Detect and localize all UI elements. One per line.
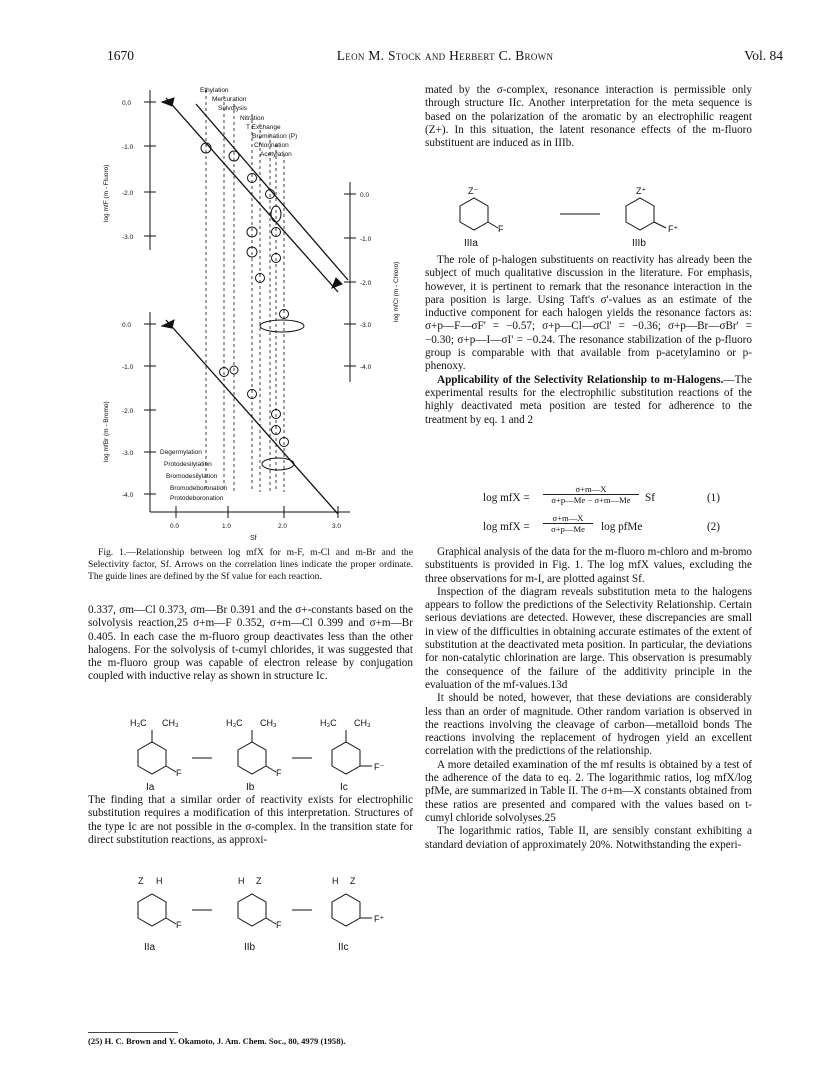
- left-paragraph-2: The finding that a similar order of reactivity exists for electrophilic substitution requires a modification of this interpretation. Structures of the type Ic are not possible in the σ-complex. In the transition state for direct substitution reactions, as approxi-: [88, 794, 413, 846]
- right-column-text-2: [425, 254, 752, 427]
- label-acetylation: Acetylation: [260, 151, 292, 158]
- right-paragraph-8: The logarithmic ratios, Table II, are sensibly constant exhibiting a standard deviation of approximately 20%. Notwithstanding the experi-: [425, 825, 752, 851]
- svg-text:Z: Z: [350, 876, 356, 886]
- eq2-denominator: σ+p—Me: [551, 524, 585, 534]
- label-protodeboronation: Protodeboronation: [170, 495, 224, 502]
- left-column-text-2: [88, 794, 413, 847]
- right-paragraph-1: mated by the σ-complex, resonance interaction is permissible only through structure IIc. Another interpretation for the meta sequence is based on the polarization of the aromatic by an electrophilic reagent (Z+). In this situation, the latent resonance effects of the m-fluoro substituent are induced as in IIIb.: [425, 84, 752, 150]
- tick-fluoro-0: 0.0: [122, 100, 132, 107]
- label-IIc: IIc: [338, 942, 349, 953]
- eq2-lhs: log mfX =: [483, 521, 530, 533]
- section-heading: Applicability of the Selectivity Relationship to m-Halogens.: [437, 373, 724, 386]
- volume-label: Vol. 84: [744, 48, 783, 63]
- tick-x-3: 3.0: [332, 523, 342, 530]
- structures-I: [100, 712, 400, 792]
- svg-text:H₃C: H₃C: [226, 718, 243, 728]
- label-protodesilylation: Protodesilylation: [164, 461, 212, 468]
- tick-bromo-2: -2.0: [122, 408, 134, 415]
- right-column-text-1: [425, 84, 752, 150]
- eq1-lhs: log mfX =: [483, 492, 530, 504]
- right-paragraph-2: The role of p-halogen substituents on reactivity has already been the subject of much qualitative discussion in the literature. For emphasis, however, it is pertinent to remark that the resonance interaction in the para position is large. Using Taft's σ'-values as an estimate of the inductive component for each halogen yields the resonance factors as: σ+p—F—σF' = −0.57; σ+p—Cl—σCl' = −0.36; σ+p—Br—σBr' = −0.30; σ+p—I—σI' = −0.24. The resonance stabilization of the p-fluoro group is comparable with that available from p-acetylamino or p-phenoxy.: [425, 254, 752, 373]
- svg-text:H₃C: H₃C: [130, 718, 147, 728]
- svg-text:H: H: [156, 876, 163, 886]
- chloro-axis-label: log mfCl (m - Chloro): [393, 261, 400, 322]
- right-paragraph-4: Graphical analysis of the data for the m-fluoro m-chloro and m-bromo substituents is provided in Fig. 1. The log mfX values, excluding the three observations for m-I, are plotted against Sf.: [425, 546, 753, 585]
- data-points: [201, 143, 304, 470]
- label-IIIa: IIIa: [464, 238, 478, 248]
- tick-chloro-4: -4.0: [360, 364, 372, 371]
- tick-chloro-0: 0.0: [360, 192, 370, 199]
- label-Ib: Ib: [246, 782, 255, 792]
- svg-text:Z: Z: [256, 876, 262, 886]
- tick-chloro-3: -3.0: [360, 322, 372, 329]
- structures-III: [440, 186, 740, 248]
- svg-text:CH₃: CH₃: [260, 718, 277, 728]
- label-bromodesilylation: Bromodesilylation: [166, 473, 218, 480]
- svg-text:F⁻: F⁻: [374, 762, 385, 772]
- eq1-denominator: σ+p—Me − σ+m—Me: [551, 495, 631, 505]
- tick-bromo-1: -1.0: [122, 364, 134, 371]
- structures-II: [100, 872, 400, 954]
- eq2-numerator: σ+m—X: [543, 513, 593, 524]
- tick-chloro-2: -2.0: [360, 280, 372, 287]
- svg-text:Z⁻: Z⁻: [468, 186, 479, 196]
- right-paragraph-5: Inspection of the diagram reveals substitution meta to the halogens appears to follow the predictions of the Selectivity Relationship. Certain serious deviations are detected. However, these discrepancies are small in view of the difficulties in obtaining accurate estimates of the extent of substitution at the deactivated meta position. In particular, the deviations for non-catalytic chlorination are large. This observation is presumably the consequence of the failure of the additivity principle in the evaluation of the mf-values.13d: [425, 585, 752, 691]
- svg-text:F: F: [276, 768, 282, 778]
- label-ethylation: Ethylation: [200, 87, 229, 94]
- left-paragraph-1: 0.337, σm—Cl 0.373, σm—Br 0.391 and the σ+-constants based on the solvolysis reaction,25 σ+m—F 0.352, σ+m—Cl 0.399 and σ+m—Br 0.405. In each case the m-fluoro group deactivates less than the other halogens. For the solvolysis of t-cumyl chlorides, it was suggested that the m-fluoro group was capable of electron release by conjugation coupled with inductive relay as shown in structure Ic.: [88, 604, 413, 683]
- svg-text:F: F: [498, 224, 504, 234]
- label-IIb: IIb: [244, 942, 256, 953]
- right-column-text-3: [425, 546, 752, 852]
- svg-text:H₃C: H₃C: [320, 718, 337, 728]
- figure-caption: [88, 547, 413, 584]
- svg-text:Z: Z: [138, 876, 144, 886]
- left-column-text: [88, 604, 413, 684]
- label-degermylation: Degermylation: [160, 449, 202, 456]
- svg-text:F: F: [176, 768, 182, 778]
- svg-text:F: F: [176, 920, 182, 930]
- caption-text: Fig. 1.—Relationship between log mfX for m-F, m-Cl and m-Br and the Selectivity factor, Sf. Arrows on the correlation lines indicate the proper ordinate. The guide lines are defined by the Sf value for each reaction.: [88, 547, 413, 583]
- label-mercuration: Mercuration: [212, 96, 247, 103]
- tick-fluoro-1: -1.0: [122, 144, 134, 151]
- tick-x-0: 0.0: [170, 523, 180, 530]
- label-solvolysis: Solvolysis: [218, 105, 247, 112]
- tick-x-1: 1.0: [222, 523, 232, 530]
- eq1-numerator: σ+m—X: [543, 484, 639, 495]
- eq1-rhs: Sf: [645, 492, 655, 504]
- figure-1-plot: [88, 82, 413, 544]
- eq2-number: (2): [706, 521, 720, 533]
- x-axis-label: Sf: [250, 535, 257, 542]
- label-IIIb: IIIb: [632, 238, 646, 248]
- equation-1: [425, 484, 752, 510]
- svg-text:F: F: [276, 920, 282, 930]
- tick-bromo-4: -4.0: [122, 492, 134, 499]
- page-header: [107, 48, 783, 66]
- right-paragraph-3: —The experimental results for the electrophilic substitution reactions of the highly deactivated meta position are tested for adherence to the treatment by eq. 1 and 2: [425, 373, 752, 426]
- equation-2: [425, 513, 752, 539]
- tick-bromo-0: 0.0: [122, 322, 132, 329]
- svg-text:CH₃: CH₃: [162, 718, 179, 728]
- tick-x-2: 2.0: [278, 523, 288, 530]
- label-bromodeboronation: Bromodeboronation: [170, 485, 228, 492]
- label-Ia: Ia: [146, 782, 155, 792]
- bromo-axis-label: log mfBr (m - Bromo): [103, 401, 110, 462]
- label-chlorination: Chlorination: [254, 142, 289, 149]
- eq2-rhs: log pfMe: [601, 521, 643, 533]
- svg-text:H: H: [238, 876, 245, 886]
- label-nitration: Nitration: [240, 115, 265, 122]
- right-paragraph-7: A more detailed examination of the mf results is obtained by a test of the adherence of the data to eq. 2. The logarithmic ratios, log mfX/log pfMe, are summarized in Table II. The σ+m—X constants obtained from these ratios are presented and compared with the values based on t-cumyl chloride solvolyses.25: [425, 758, 752, 824]
- label-Ic: Ic: [340, 782, 348, 792]
- eq1-number: (1): [706, 492, 720, 504]
- label-t-exchange: T Exchange: [246, 124, 281, 131]
- footnote-rule: [88, 1032, 178, 1033]
- svg-text:F⁺: F⁺: [668, 224, 679, 234]
- running-head: Leon M. Stock and Herbert C. Brown: [336, 48, 554, 63]
- label-IIa: IIa: [144, 942, 156, 953]
- tick-fluoro-2: -2.0: [122, 190, 134, 197]
- footnote: (25) H. C. Brown and Y. Okamoto, J. Am. Chem. Soc., 80, 4979 (1958).: [88, 1036, 346, 1046]
- page-number: 1670: [107, 48, 134, 63]
- tick-bromo-3: -3.0: [122, 450, 134, 457]
- tick-fluoro-3: -3.0: [122, 234, 134, 241]
- label-bromination-p: Bromination (P): [252, 133, 298, 140]
- svg-text:F⁺: F⁺: [374, 914, 385, 924]
- svg-text:H: H: [332, 876, 339, 886]
- svg-text:CH₃: CH₃: [354, 718, 371, 728]
- fluoro-axis-label: log mfF (m - Fluoro): [103, 164, 110, 222]
- tick-chloro-1: -1.0: [360, 236, 372, 243]
- svg-text:Z⁺: Z⁺: [636, 186, 647, 196]
- right-paragraph-6: It should be noted, however, that these deviations are considerably less than an order of magnitude. Other random variation is observed in the reactions involving the cleavage of carbon—metalloid bonds The reactions involving the replacement of hydrogen yield an excellent correlation with the predictions of the relationship.: [425, 692, 752, 758]
